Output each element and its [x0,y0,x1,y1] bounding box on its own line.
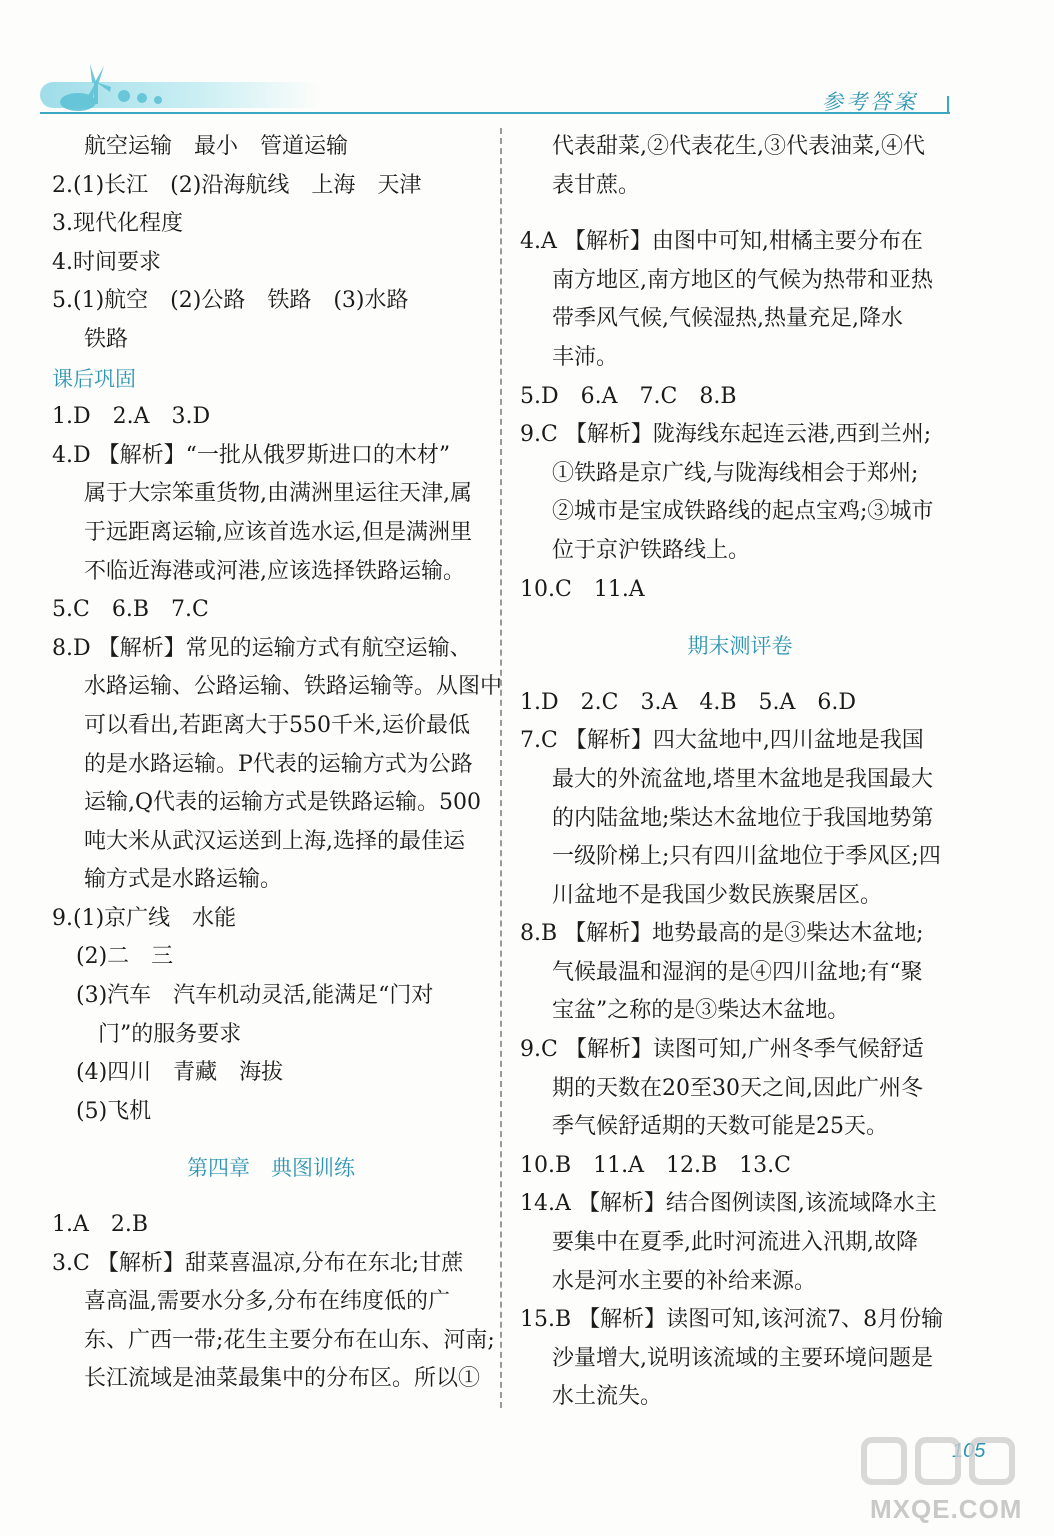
answer-line: 喜高温,需要水分多,分布在纬度低的广 [84,1289,450,1315]
answer-line: 5.D 6.A 7.C 8.B [520,383,737,409]
answer-line: (5)飞机 [76,1098,152,1124]
answer-line: 南方地区,南方地区的气候为热带和亚热 [552,267,933,293]
spacer [52,1131,490,1149]
answer-line: 1.D 2.A 3.D [52,404,211,430]
answer-line: 9.(1)京广线 水能 [52,905,237,931]
answer-line: 位于京沪铁路线上。 [552,537,751,563]
answer-line: 吨大米从武汉运送到上海,选择的最佳运 [84,828,465,854]
section-heading: 第四章 典图训练 [187,1156,355,1181]
answer-line: 要集中在夏季,此时河流进入汛期,故降 [552,1230,918,1256]
header-rule [40,112,950,114]
answer-line: ②城市是宝成铁路线的起点宝鸡;③城市 [552,499,934,525]
answer-line: 可以看出,若距离大于550千米,运价最低 [84,712,470,738]
answer-line: (3)汽车 汽车机动灵活,能满足“门对 [76,983,434,1009]
answer-line: 东、广西一带;花生主要分布在山东、河南; [84,1327,495,1353]
answer-line: 于远距离运输,应该首选水运,但是满洲里 [84,519,472,545]
answer-line: 的内陆盆地;柴达木盆地位于我国地势第 [552,805,934,831]
answer-line: 10.C 11.A [520,576,645,602]
answer-line: 10.B 11.A 12.B 13.C [520,1152,792,1178]
answer-line: 不临近海港或河港,应该选择铁路运输。 [84,558,465,584]
answer-line: 最大的外流盆地,塔里木盆地是我国最大 [552,766,933,792]
answer-line: 1.D 2.C 3.A 4.B 5.A 6.D [520,689,856,715]
answer-line: 1.A 2.B [52,1212,149,1238]
answer-line: 长江流域是油菜最集中的分布区。所以① [84,1366,481,1392]
answer-line: 3.现代化程度 [52,211,183,237]
header-title: 参考答案 [822,90,918,114]
page-number: 105 [952,1440,986,1462]
header-rule-tick [947,96,949,114]
windmill-logo-icon [58,56,168,112]
answer-line: 水土流失。 [552,1384,663,1410]
answer-line: 8.D 【解析】常见的运输方式有航空运输、 [52,635,472,661]
answer-line: 4.D 【解析】“一批从俄罗斯进口的木材” [52,442,451,468]
answer-line: (2)二 三 [76,944,174,970]
right-column [520,128,960,1417]
answer-line: 一级阶梯上;只有四川盆地位于季风区;四 [552,844,941,870]
answer-line: 15.B 【解析】读图可知,该河流7、8月份输 [520,1307,944,1333]
spacer [52,1188,490,1206]
answer-line: 3.C 【解析】甜菜喜温凉,分布在东北;甘蔗 [52,1250,464,1276]
watermark-text: MXQE.COM [870,1494,1023,1524]
answer-line: ①铁路是京广线,与陇海线相会于郑州; [552,460,919,486]
answer-line: 期的天数在20至30天之间,因此广州冬 [552,1075,923,1101]
section-heading: 期末测评卷 [687,634,793,659]
answer-line: 门”的服务要求 [76,1021,242,1047]
answer-line: 属于大宗笨重货物,由满洲里运往天津,属 [84,481,472,507]
answer-line: 4.时间要求 [52,249,161,275]
answer-line: 9.C 【解析】读图可知,广州冬季气候舒适 [520,1037,924,1063]
spacer [520,205,960,223]
answer-line: 气候最温和湿润的是④四川盆地;有“聚 [552,959,923,985]
answer-line: (4)四川 青藏 海拔 [76,1060,284,1086]
left-column [52,128,503,1399]
spacer [520,666,960,684]
answer-line: 丰沛。 [552,344,619,370]
answer-line: 8.B 【解析】地势最高的是③柴达木盆地; [520,921,924,947]
answer-line: 水路运输、公路运输、铁路运输等。从图中 [84,674,503,700]
answer-line: 沙量增大,说明该流域的主要环境问题是 [552,1345,933,1371]
answer-line: 14.A 【解析】结合图例读图,该流域降水主 [520,1191,937,1217]
answer-line: 的是水路运输。P代表的运输方式为公路 [84,751,473,777]
answer-line: 表甘蔗。 [552,172,641,198]
answer-line: 航空运输 最小 管道运输 [84,134,349,159]
answer-line: 宝盆”之称的是③柴达木盆地。 [552,998,850,1024]
answer-line: 铁路 [84,326,129,352]
answer-line: 4.A 【解析】由图中可知,柑橘主要分布在 [520,229,923,255]
answer-line: 川盆地不是我国少数民族聚居区。 [552,882,883,908]
spacer [520,609,960,627]
answer-line: 5.(1)航空 (2)公路 铁路 (3)水路 [52,288,409,314]
answer-line: 水是河水主要的补给来源。 [552,1268,817,1294]
column-divider [500,128,502,1408]
answer-line: 运输,Q代表的运输方式是铁路运输。500 [84,790,482,816]
answer-line: 季气候舒适期的天数可能是25天。 [552,1114,888,1140]
answer-line: 7.C 【解析】四大盆地中,四川盆地是我国 [520,728,924,754]
answer-line: 带季风气候,气候湿热,热量充足,降水 [552,306,903,332]
section-heading: 课后巩固 [52,366,136,391]
answer-line: 输方式是水路运输。 [84,867,283,893]
answer-line: 2.(1)长江 (2)沿海航线 上海 天津 [52,172,422,198]
answer-line: 5.C 6.B 7.C [52,597,209,623]
answer-line: 代表甜菜,②代表花生,③代表油菜,④代 [552,134,925,159]
answer-line: 9.C 【解析】陇海线东起连云港,西到兰州; [520,422,932,448]
page-header [0,0,1054,120]
